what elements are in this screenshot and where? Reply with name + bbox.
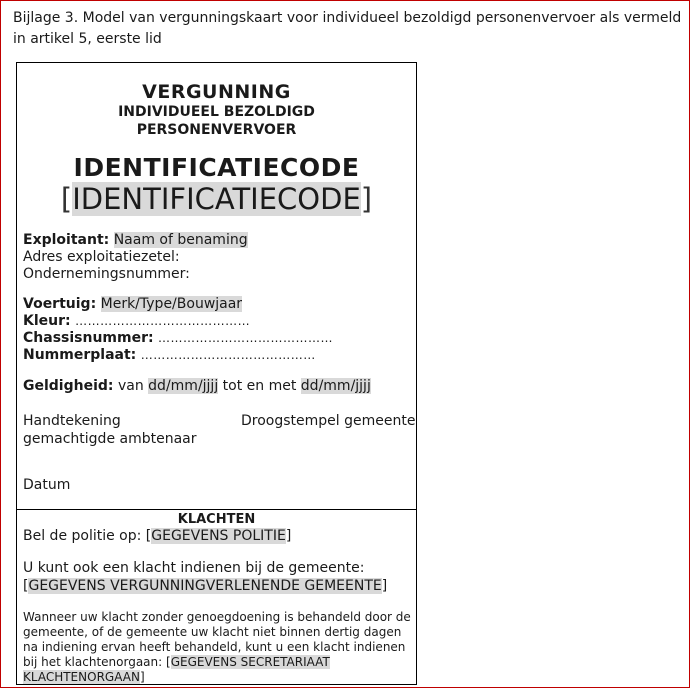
operator-placeholder: Naam of benaming [113,232,248,248]
card-subtitle-line2: PERSONENVERVOER [136,122,297,138]
color-dots: …………………………………… [75,314,251,328]
license-card [16,62,417,685]
operator-label: Exploitant: [23,232,110,248]
section-divider [17,509,416,510]
date-to-placeholder: dd/mm/jjjj [300,378,371,394]
company-number-label: Ondernemingsnummer: [23,266,190,282]
identification-code-field [17,182,416,216]
body-text: Wanneer uw klacht zonder genoegdoening is behandeld door de gemeente, of de gemeente uw klacht niet binnen dertig dagen na indiening ervan heeft behandeld, kunt u een klacht indienen bij het klachtenorgaan: [ [23,610,411,669]
municipality-field [23,577,387,595]
bracket-close: ] [360,182,373,216]
municipality-block [23,559,387,595]
chassis-row [23,330,415,347]
color-label: Kleur: [23,313,71,329]
dry-stamp-label: Droogstempel gemeente [241,413,416,429]
plate-dots: …………………………………… [140,348,316,362]
card-subtitle [17,103,416,139]
signature-label-line2: gemachtigde ambtenaar [23,431,197,447]
card-subtitle-line1: INDIVIDUEEL BEZOLDIGD [118,104,315,120]
identification-code-placeholder: IDENTIFICATIECODE [72,182,361,216]
bracket-open: [ [60,182,73,216]
chassis-label: Chassisnummer: [23,330,154,346]
police-text: Bel de politie op: [ [23,528,152,544]
card-title: VERGUNNING [142,81,291,103]
operator-row [23,232,415,249]
vehicle-placeholder: Merk/Type/Bouwjaar [100,296,243,312]
annex-caption: Bijlage 3. Model van vergunningskaart voor individueel bezoldigd personenvervoer als vermeld in artikel 5, eerste lid [13,10,682,47]
police-line [23,527,291,545]
plate-label: Nummerplaat: [23,347,137,363]
signature-label-line1: Handtekening [23,413,121,429]
validity-from-word: van [117,378,144,394]
municipality-close: ] [381,578,388,594]
address-label: Adres exploitatiezetel: [23,249,180,265]
municipality-placeholder: GEGEVENS VERGUNNINGVERLENENDE GEMEENTE [28,578,382,594]
color-row [23,313,415,330]
date-label: Datum [23,477,71,493]
vehicle-row [23,296,415,313]
plate-row [23,347,415,364]
municipality-open: [ [23,578,29,594]
police-close: ] [285,528,292,544]
body-close: ] [139,670,145,684]
complaints-body-text [23,610,413,685]
validity-row [23,378,415,395]
complaints-title: KLACHTEN [177,512,256,527]
validity-label: Geldigheid: [23,378,114,394]
police-placeholder: GEGEVENS POLITIE [151,528,286,544]
identification-heading: IDENTIFICATIECODE [73,153,360,182]
validity-to-word: tot en met [222,378,297,394]
municipality-text: U kunt ook een klacht indienen bij de gemeente: [23,560,365,576]
vehicle-section [23,296,415,364]
date-from-placeholder: dd/mm/jjjj [148,378,219,394]
signature-block [23,412,197,448]
complaints-body-placeholder: GEGEVENS SECRETARIAAT KLACHTENORGAAN [23,655,330,684]
chassis-dots: …………………………………… [158,331,334,345]
operator-section [23,232,415,283]
vehicle-label: Voertuig: [23,296,97,312]
